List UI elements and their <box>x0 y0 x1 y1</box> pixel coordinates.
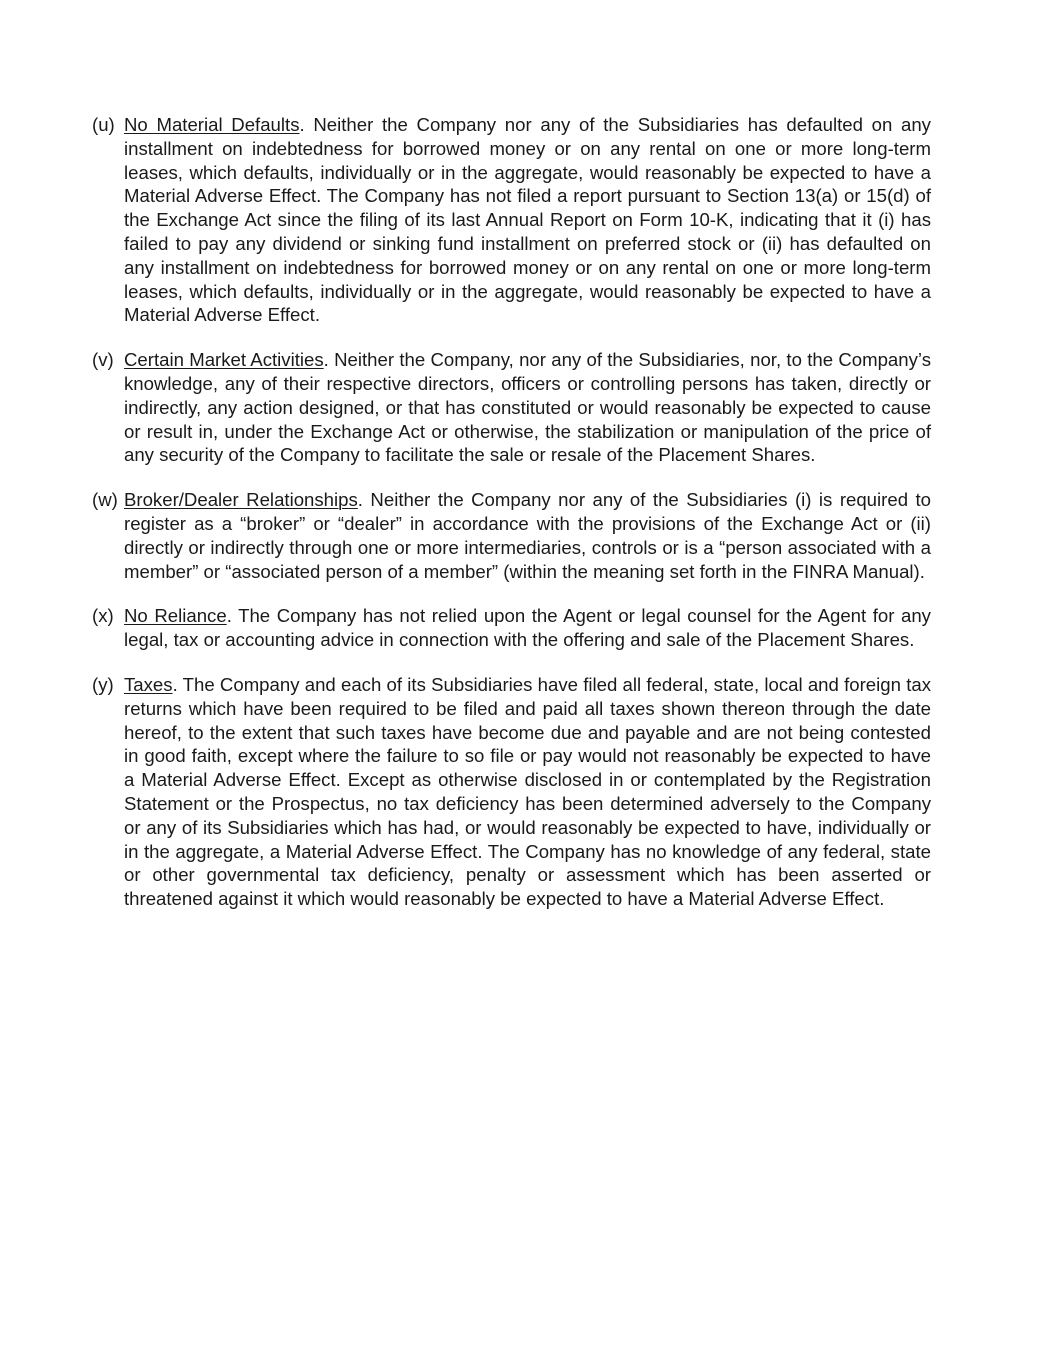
clause-label: (x) <box>92 605 114 627</box>
clause-list <box>92 113 931 932</box>
clause-heading: Certain Market Activities <box>124 349 324 371</box>
clause-body: . Neither the Company, nor any of the Subsidiaries, nor, to the Company’s knowledge, any of their respective directors, officers or controlling persons has taken, directly or indirectly, any action designed, or that has constituted or would reasonably be expected to cause or result in, under the Exchange Act or otherwise, the stabilization or manipulation of the price of any security of the Company to facilitate the sale or resale of the Placement Shares. <box>124 349 931 466</box>
clause-heading: Taxes <box>124 673 173 695</box>
clause-body: . The Company has not relied upon the Agent or legal counsel for the Agent for any legal, tax or accounting advice in connection with the offering and sale of the Placement Shares. <box>124 605 931 651</box>
clause-x <box>92 604 931 652</box>
clause-u <box>92 113 931 327</box>
clause-w <box>92 488 931 583</box>
clause-body: . Neither the Company nor any of the Subsidiaries has defaulted on any installment on indebtedness for borrowed money or on any rental on one or more long-term leases, which defaults, individually or in the aggregate, would reasonably be expected to have a Material Adverse Effect. The Company has not filed a report pursuant to Section 13(a) or 15(d) of the Exchange Act since the filing of its last Annual Report on Form 10-K, indicating that it (i) has failed to pay any dividend or sinking fund installment on preferred stock or (ii) has defaulted on any installment on indebtedness for borrowed money or on any rental on one or more long-term leases, which defaults, individually or in the aggregate, would reasonably be expected to have a Material Adverse Effect. <box>124 114 931 326</box>
clause-body: . Neither the Company nor any of the Subsidiaries (i) is required to register as a “broker” or “dealer” in accordance with the provisions of the Exchange Act or (ii) directly or indirectly through one or more intermediaries, controls or is a “person associated with a member” or “associated person of a member” (within the meaning set forth in the FINRA Manual). <box>124 489 931 582</box>
clause-label: (w) <box>92 489 118 511</box>
clause-label: (u) <box>92 114 115 135</box>
clause-heading: No Reliance <box>124 605 227 627</box>
clause-body: . The Company and each of its Subsidiaries have filed all federal, state, local and foreign tax returns which have been required to be filed and paid all taxes shown thereon through the date hereof, to the extent that such taxes have become due and payable and are not being contested in good faith, except where the failure to so file or pay would not reasonably be expected to have a Material Adverse Effect. Except as otherwise disclosed in or contemplated by the Registration Statement or the Prospectus, no tax deficiency has been determined adversely to the Company or any of its Subsidiaries which has had, or would reasonably be expected to have, individually or in the aggregate, a Material Adverse Effect. The Company has no knowledge of any federal, state or other governmental tax deficiency, penalty or assessment which has been asserted or threatened against it which would reasonably be expected to have a Material Adverse Effect. <box>124 673 931 910</box>
clause-label: (v) <box>92 349 114 371</box>
clause-heading: No Material Defaults <box>124 114 300 135</box>
clause-v <box>92 348 931 467</box>
clause-heading: Broker/Dealer Relationships <box>124 489 358 511</box>
clause-label: (y) <box>92 673 114 695</box>
clause-y <box>92 673 931 911</box>
